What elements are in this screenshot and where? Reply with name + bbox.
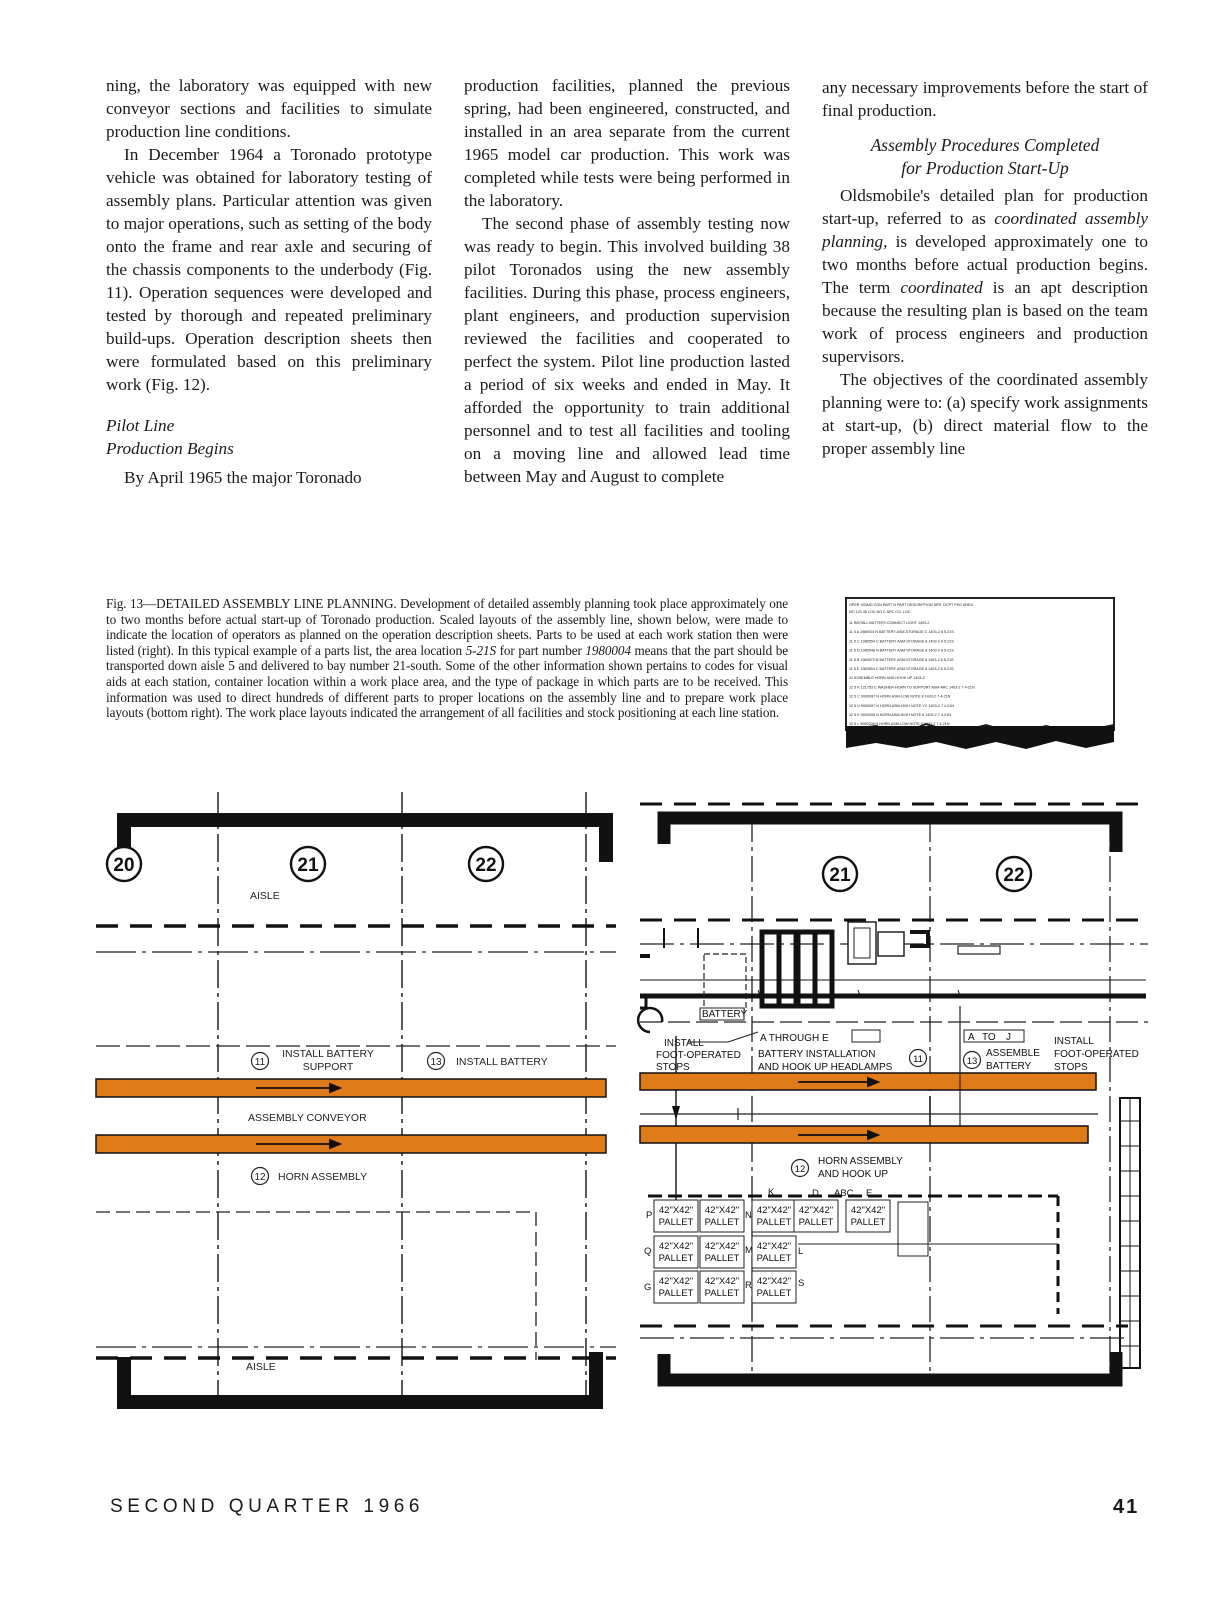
pallet-size: 42"X42" [798,1205,834,1216]
pallet-size: 42"X42" [658,1241,694,1252]
pallet-label: PALLET [658,1217,694,1228]
location-letter: E [866,1188,873,1199]
operation-label: HORN ASSEMBLY [818,1156,903,1167]
operation-number: 11 [254,1057,266,1068]
aisle-label: AISLE [250,890,280,902]
parts-row: 11 INSTALL BATTERY-CONNECT LIGHT 1403-2 [849,621,930,625]
floor-plan-right [644,796,1168,1436]
location-letter: Q [644,1246,652,1257]
pallet-size: 42"X42" [756,1276,792,1287]
operation-number: 12 [794,1164,806,1175]
location-letter: P [646,1210,653,1221]
pallet-label: PALLET [658,1253,694,1264]
operation-label: AND HOOK UP HEADLAMPS [758,1062,893,1073]
bay-number: 22 [1003,865,1025,886]
pallet-label: PALLET [798,1217,834,1228]
paragraph: By April 1965 the major Toronado [124,468,362,487]
operation-label: INSTALL BATTERY [282,1048,374,1060]
text-run: Oldsmobile's detailed plan for production start-up, referred to as [822,186,1148,228]
bay-number: 21 [297,855,319,876]
parts-header: OPER VISAID CON PART N PART DESCRIPTION SER. DCPT PKG AREA [849,603,973,607]
callout-label: INSTALL [1054,1036,1094,1047]
caption-text: for part number [495,642,586,658]
location-letter: N [745,1210,752,1221]
page-number: 41 [1113,1496,1140,1518]
location-letter: R [745,1280,752,1291]
operation-label: HORN ASSEMBLY [278,1171,368,1183]
pallet-size: 42"X42" [704,1241,740,1252]
parts-row: 11 5 A 1980004 N BATTERY ASM-STORAGE C 1403-2 8 5-21S [849,630,954,635]
pallet-size: 42"X42" [658,1276,694,1287]
paragraph: The second phase of assembly testing now was ready to begin. This involved building 38 pilot Toronados using the new assembly facilities. During this phase, process engineers, plant engineers, and production supervision reviewed the facilities and cooperated to perfect the system. Pilot line production lasted a period of six weeks and ended in May. It afforded the opportunity to train additional personnel and to test all facilities and tooling on a moving line and allowed lead time between May and August to complete [464,214,790,486]
pallet-size: 42"X42" [658,1205,694,1216]
heading-line: Assembly Procedures Completed [870,135,1100,155]
heading-line: Pilot Line [106,416,175,435]
bay-number: 21 [829,865,851,886]
operation-label: SUPPORT [302,1061,354,1073]
parts-row: 12 5 K 9000208 N HORN ASM-HIGH NOTE 8 1403-2 7 4-21N [849,713,951,717]
parts-row: 11 5 D 1980548 N BATTERY ASM-STORAGE 8 1403-2 8 5-21S [849,648,954,653]
operation-number: 13 [430,1057,442,1068]
callout-label: FOOT-OPERATED [656,1050,741,1061]
parts-row: 11 5 C 1980554 C BATTERY ASM-STORAGE 8 1403-2 8 5-21S [849,639,954,644]
pallet-size: 42"X42" [756,1205,792,1216]
italic-term: coordinated [900,278,983,297]
location-letter: K [768,1187,775,1198]
pallet-label: PALLET [704,1217,740,1228]
floor-plan-left [96,792,632,1432]
location-letter: G [644,1282,652,1293]
pallet-label: PALLET [756,1253,792,1264]
pallet-size: 42"X42" [704,1205,740,1216]
operation-label: AND HOOK UP [818,1169,889,1180]
aisle-label: AISLE [246,1361,276,1373]
parts-header: NO 123 45 LOC NO C ARC CO. LOC. [849,610,912,614]
operation-number: 11 [913,1054,923,1065]
operation-number: 12 [254,1172,266,1183]
text-column-left [106,74,432,489]
operation-number: 13 [966,1056,978,1067]
location-letter: D [812,1188,819,1199]
location-letter: S [798,1278,805,1289]
operation-label: INSTALL BATTERY [456,1056,548,1068]
callout-label: A [968,1032,975,1043]
operation-label: ASSEMBLE [986,1048,1040,1059]
text-run: is developed approximately one to two months before actual production begins. The term [822,232,1148,297]
pallet-label: PALLET [756,1288,792,1299]
caption-italic: 1980004 [585,642,631,658]
location-letter: L [798,1246,804,1257]
pallet-size: 42"X42" [756,1241,792,1252]
callout-label: STOPS [656,1062,690,1073]
paragraph: The objectives of the coordinated assembly planning were to: (a) specify work assignments at start-up, (b) direct material flow to the proper assembly line [822,370,1148,458]
parts-row: 12 5 C 9000097 N HORN ASM-LOW NOTE 8 1403-2 7 4-21N [849,694,951,699]
pallet-label: PALLET [704,1288,740,1299]
parts-list-sheet [846,598,1114,750]
location-letter: ABC [834,1188,854,1199]
paragraph: ning, the laboratory was equipped with new conveyor sections and facilities to simulate production line conditions. [106,76,432,141]
text-column-middle [464,74,790,488]
paragraph: In December 1964 a Toronado prototype vehicle was obtained for laboratory testing of assembly plans. Particular attention was given to major operations, such as setting of the body onto the frame and rear axle and securing of the chassis components to the underbody (Fig. 11). Operation sequences were developed and tested by thorough and repeated preliminary build-ups. Operation description sheets then were formulated based on this preliminary work (Fig. 12). [106,145,432,394]
caption-text: means that the part should be transported down aisle 5 and delivered to bay number 21-south. Some of the other information shown pertains to codes for visual aids at each station, container location within a work place area, and the type of package in which parts are to be received. This information was used to direct hundreds of different parts to proper locations on the assembly line and to prepare work place layouts (bottom right). The work place layouts indicated the arrangement of all facilities and stock positioning at each line station. [106,642,788,721]
pallet-label: PALLET [704,1253,740,1264]
parts-row: 11 5 E 1983554 C BATTERY ASM-STORAGE 8 1403-2 8 5-21S [849,667,954,671]
paragraph: production facilities, planned the previous spring, had been engineered, constructed, and installed in an area separate from the current 1965 model car production. This work was completed while tests were being performed in the laboratory. [464,76,790,210]
section-heading [822,134,1148,180]
bay-number: 20 [113,855,135,876]
pallet-label: PALLET [658,1288,694,1299]
paragraph: any necessary improvements before the start of final production. [822,78,1148,120]
callout-label: INSTALL [664,1038,704,1049]
callout-label: STOPS [1054,1062,1088,1073]
callout-label: TO [982,1032,996,1043]
paragraph [822,184,1148,368]
heading-line: Production Begins [106,439,234,458]
section-heading [106,414,432,460]
heading-line: for Production Start-Up [901,158,1069,178]
parts-row: 12 5 K 121753 C WASHER-HORN TO SUPPORT ASM ARC 1403-2 7 4-21N [849,685,975,690]
text-run: is an apt description because the resulting plan is based on the team work of process engineers and production supervisors. [822,278,1149,366]
callout-label: FOOT-OPERATED [1054,1049,1139,1060]
location-letter: M [745,1245,753,1256]
parts-row: 12 5 U 9000097 N HORN ASM-HIGH NOTE YC 1403-2 7 4-21N [849,703,955,708]
text-column-right [822,76,1148,460]
caption-italic: 5-21S [465,642,496,658]
pallet-label: PALLET [756,1217,792,1228]
caption-text: Fig. 13—DETAILED ASSEMBLY LINE PLANNING. Development of detailed assembly planning took place approximately one to two months before actual start-up of Toronado production. Scaled layouts of the assembly line, shown below, were made to indicate the location of operators as planned on the operation description sheets. Parts to be used at each work station then were listed (right). In this typical example of a parts list, the area location [106,596,788,658]
parts-row: 11 5 B 1980570 N BATTERY ASM-STORAGE 8 1403-2 8 5-21S [849,657,954,662]
callout-label: A THROUGH E [760,1033,829,1044]
conveyor-label: ASSEMBLY CONVEYOR [248,1112,367,1124]
italic-term: coordinated assembly planning, [822,209,1148,251]
issue-footer: SECOND QUARTER 1966 [110,1496,425,1517]
pallet-size: 42"X42" [704,1276,740,1287]
bay-number: 22 [475,855,497,876]
operation-label: BATTERY [986,1061,1032,1072]
parts-row: 12 5 L 9000208 N HORN ASM-LOW NOTE 8 1403-2 7 4-21N [849,722,950,727]
pallet-label: PALLET [850,1217,886,1228]
pallet-size: 42"X42" [850,1205,886,1216]
parts-row: 12 ASSEMBLE HORN AND HOOK UP 1403-2 [849,676,925,681]
operation-label: BATTERY INSTALLATION [758,1049,876,1060]
battery-label: BATTERY [702,1009,748,1020]
callout-label: J [1006,1032,1011,1043]
figure-caption [106,596,788,721]
